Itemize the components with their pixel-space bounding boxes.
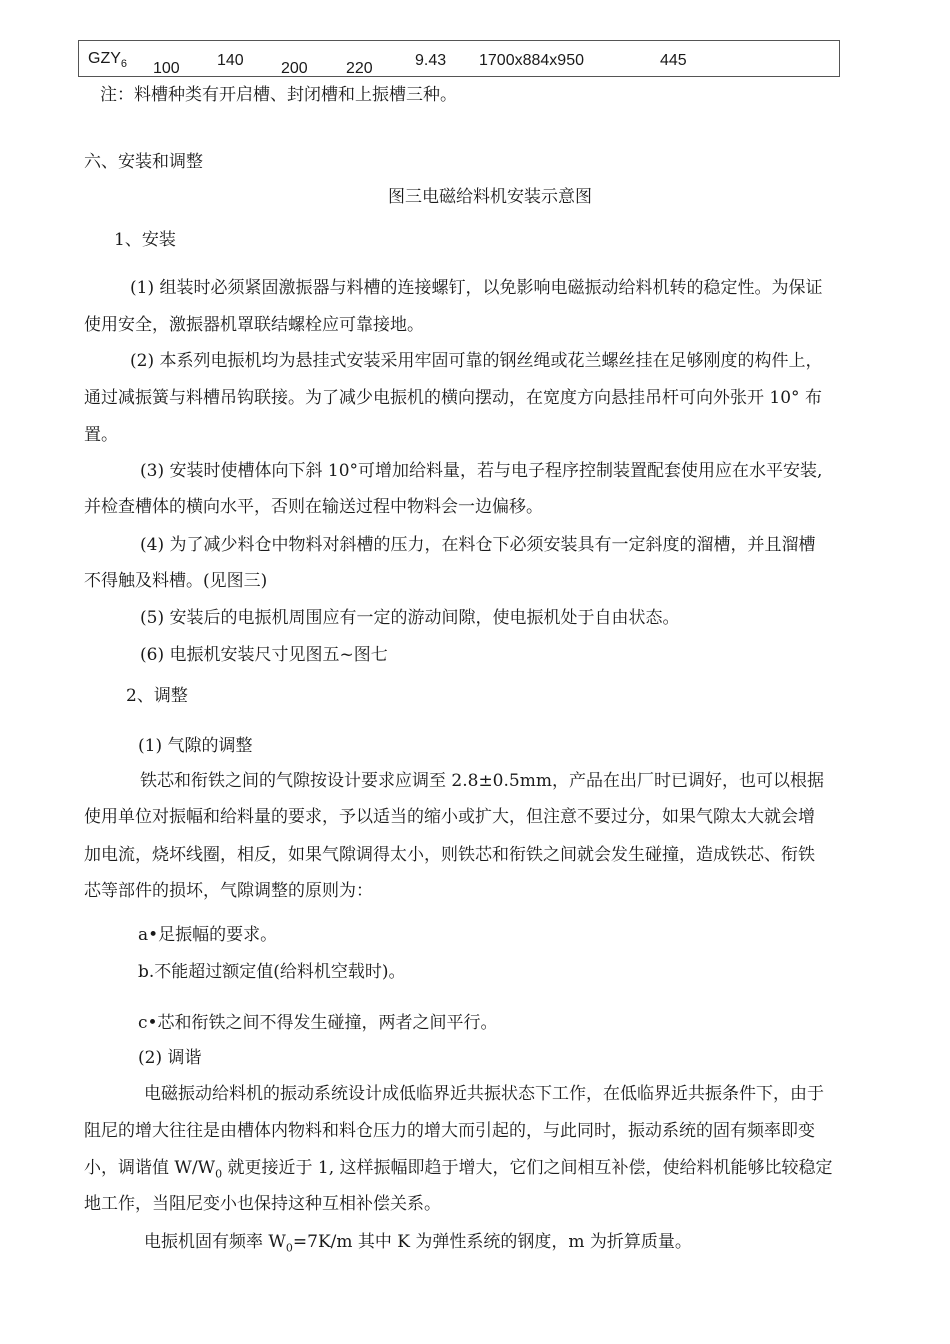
list-item: a•足振幅的要求。	[138, 925, 278, 945]
subsection-heading: (2) 调谐	[138, 1048, 202, 1068]
paragraph-line: 地工作，当阻尼变小也保持这种互相补偿关系。	[84, 1194, 441, 1214]
paragraph-line: 加电流，烧坏线圈，相反，如果气隙调得太小，则铁芯和衔铁之间就会发生碰撞，造成铁芯、衔铁	[84, 845, 815, 865]
paragraph-line: 阻尼的增大往往是由槽体内物料和料仓压力的增大而引起的，与此同时，振动系统的固有频率即变	[84, 1121, 815, 1141]
paragraph-line: (4) 为了减少料仓中物料对斜槽的压力，在料仓下必须安装具有一定斜度的溜槽，并且溜槽	[140, 535, 816, 555]
table-cell: 1700x884x950	[479, 52, 584, 69]
paragraph-line: 芯等部件的损坏，气隙调整的原则为：	[84, 881, 373, 901]
table-cell: 140	[217, 52, 244, 69]
table-cell: 100	[153, 60, 180, 77]
paragraph-line: 通过减振簧与料槽吊钩联接。为了减少电振机的横向摆动，在宽度方向悬挂吊杆可向外张开 10° 布	[84, 388, 822, 408]
paragraph-line: 并检查槽体的横向水平，否则在输送过程中物料会一边偏移。	[84, 497, 543, 517]
paragraph-line: (5) 安装后的电振机周围应有一定的游动间隙，使电振机处于自由状态。	[140, 608, 680, 628]
paragraph-line: (1) 组装时必须紧固激振器与料槽的连接螺钉，以免影响电磁振动给料机转的稳定性。为保证	[130, 278, 823, 298]
paragraph-line: 使用单位对振幅和给料量的要求，予以适当的缩小或扩大，但注意不要过分，如果气隙太大就会增	[84, 807, 815, 827]
paragraph-line: 使用安全，激振器机罩联结螺栓应可靠接地。	[84, 315, 424, 335]
list-item: c•芯和衔铁之间不得发生碰撞，两者之间平行。	[138, 1013, 498, 1033]
model-cell: $GZY_6$	[88, 50, 128, 71]
subsection-heading: 1、安装	[114, 230, 176, 250]
spec-table-row	[78, 40, 840, 77]
table-cell: 9.43	[415, 52, 447, 69]
paragraph-line: 小，调谐值 $W/W_0$ 就更接近于 1, 这样振幅即趋于增大，它们之间相互补偿，使给料机能够比较稳定	[84, 1158, 833, 1181]
paragraph-line: 铁芯和衔铁之间的气隙按设计要求应调至 2.8±0.5mm，产品在出厂时已调好，也可以根据	[140, 771, 824, 791]
list-item: b.不能超过额定值(给料机空载时)。	[138, 962, 406, 982]
paragraph-line: 置。	[84, 425, 118, 445]
paragraph-line: 电磁振动给料机的振动系统设计成低临界近共振状态下工作，在低临界近共振条件下，由于	[144, 1084, 824, 1104]
paragraph-line: (6) 电振机安装尺寸见图五~图七	[140, 645, 388, 665]
formula-line: 电振机固有频率 $W_0=7K/m$ 其中 K 为弹性系统的钢度，m 为折算质量。	[144, 1232, 692, 1255]
paragraph-line: (2) 本系列电振机均为悬挂式安装采用牢固可靠的钢丝绳或花兰螺丝挂在足够刚度的构件上，	[130, 351, 823, 371]
figure-caption: 图三电磁给料机安装示意图	[388, 187, 592, 207]
table-note: 注：料槽种类有开启槽、封闭槽和上振槽三种。	[100, 85, 457, 105]
table-cell: 220	[346, 60, 373, 77]
paragraph-line: 不得触及料槽。(见图三)	[84, 571, 268, 591]
paragraph-line: (3) 安装时使槽体向下斜 10°可增加给料量，若与电子程序控制装置配套使用应在水平安装,	[140, 461, 823, 481]
section-heading: 六、安装和调整	[84, 152, 203, 172]
table-cell: 445	[660, 52, 687, 69]
subsection-heading: 2、调整	[126, 686, 188, 706]
subsection-heading: (1) 气隙的调整	[138, 736, 253, 756]
table-cell: 200	[281, 60, 308, 77]
